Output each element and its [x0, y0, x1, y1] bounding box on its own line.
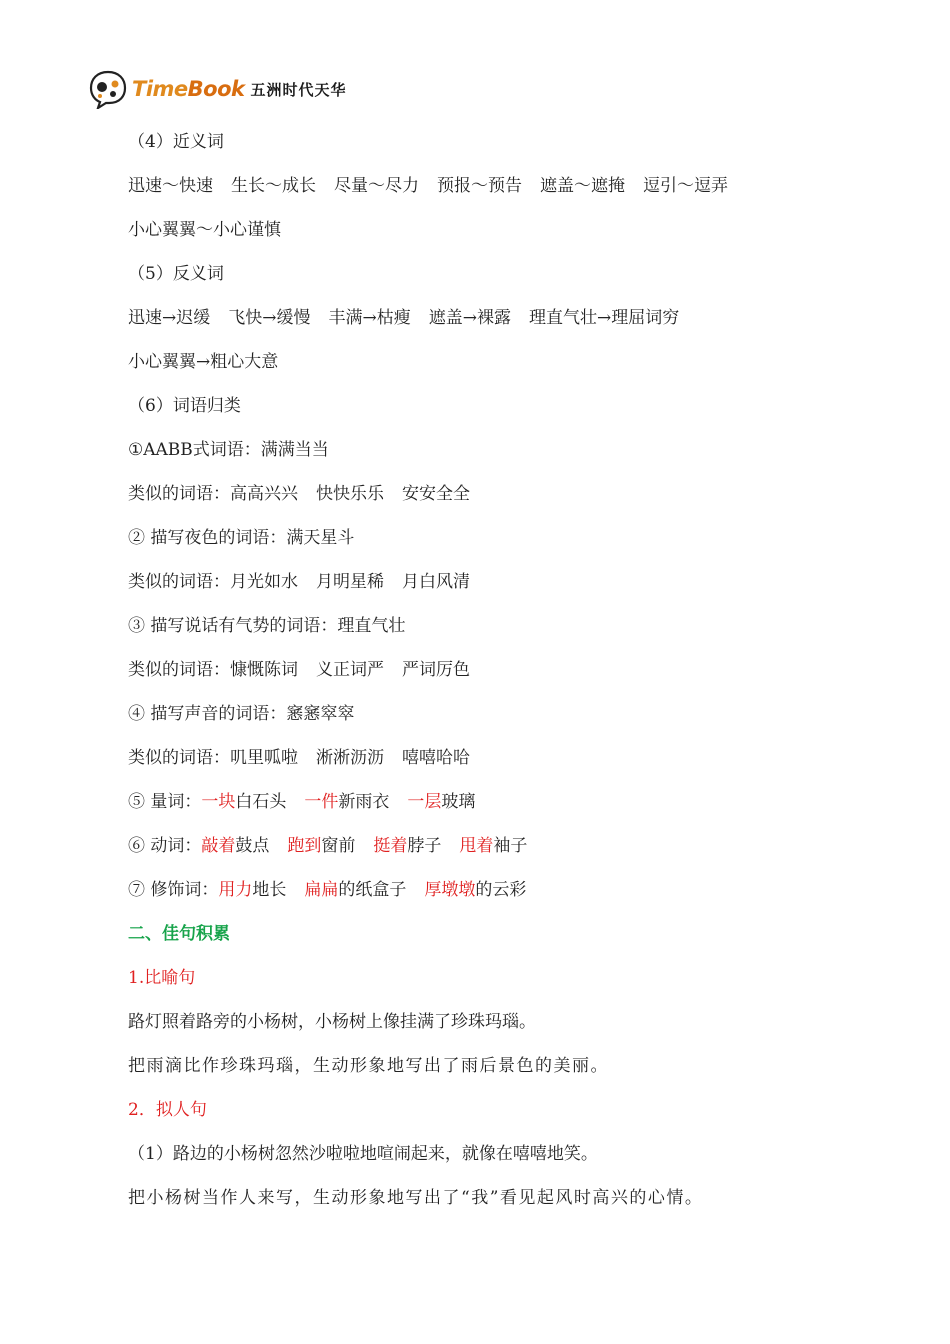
- speech-words: ③ 描写说话有气势的词语：理直气壮: [128, 616, 406, 636]
- sentences-heading: 二、佳句积累: [128, 924, 230, 944]
- brand-chinese-name: 五洲时代天华: [250, 80, 347, 99]
- sound-similar: 类似的词语：叽里呱啦 淅淅沥沥 嘻嘻哈哈: [128, 748, 470, 768]
- synonyms-heading: （4）近义词: [128, 132, 224, 152]
- personification-heading: 2．拟人句: [128, 1100, 207, 1120]
- antonyms-row-2: 小心翼翼→粗心大意: [128, 352, 279, 372]
- antonyms-row-1: 迅速→迟缓 飞快→缓慢 丰满→枯瘦 遮盖→裸露 理直气壮→理屈词穷: [128, 308, 680, 328]
- modifier-words: ⑦ 修饰词：用力地长 扁扁的纸盒子 厚墩墩的云彩: [128, 880, 527, 900]
- night-words: ② 描写夜色的词语：满天星斗: [128, 528, 355, 548]
- speech-similar: 类似的词语：慷慨陈词 义正词严 严词厉色: [128, 660, 470, 680]
- aabb-words: ①AABB式词语：满满当当: [128, 440, 329, 460]
- simile-sentence: 路灯照着路旁的小杨树，小杨树上像挂满了珍珠玛瑙。: [128, 1012, 536, 1032]
- classification-heading: （6）词语归类: [128, 396, 241, 416]
- sound-words: ④ 描写声音的词语：窸窸窣窣: [128, 704, 355, 724]
- aabb-similar: 类似的词语：高高兴兴 快快乐乐 安安全全: [128, 484, 470, 504]
- timebook-logo-icon: [88, 69, 128, 109]
- measure-words: ⑤ 量词：一块白石头 一件新雨衣 一层玻璃: [128, 792, 476, 812]
- brand-name: TimeBook: [132, 77, 245, 101]
- verb-words: ⑥ 动词：敲着鼓点 跑到窗前 挺着脖子 甩着袖子: [128, 836, 528, 856]
- night-similar: 类似的词语：月光如水 月明星稀 月白风清: [128, 572, 470, 592]
- synonyms-row-2: 小心翼翼～小心谨慎: [128, 220, 281, 240]
- personification-note: 把小杨树当作人来写，生动形象地写出了“我”看见起风时高兴的心情。: [128, 1188, 704, 1208]
- document-body: [128, 120, 890, 1220]
- simile-note: 把雨滴比作珍珠玛瑙，生动形象地写出了雨后景色的美丽。: [128, 1056, 609, 1076]
- synonyms-row-1: 迅速～快速 生长～成长 尽量～尽力 预报～预告 遮盖～遮掩 逗引～逗弄: [128, 176, 728, 196]
- simile-heading: 1.比喻句: [128, 968, 196, 988]
- personification-sentence: （1）路边的小杨树忽然沙啦啦地喧闹起来，就像在嘻嘻地笑。: [128, 1144, 598, 1164]
- antonyms-heading: （5）反义词: [128, 264, 224, 284]
- header: [88, 66, 347, 112]
